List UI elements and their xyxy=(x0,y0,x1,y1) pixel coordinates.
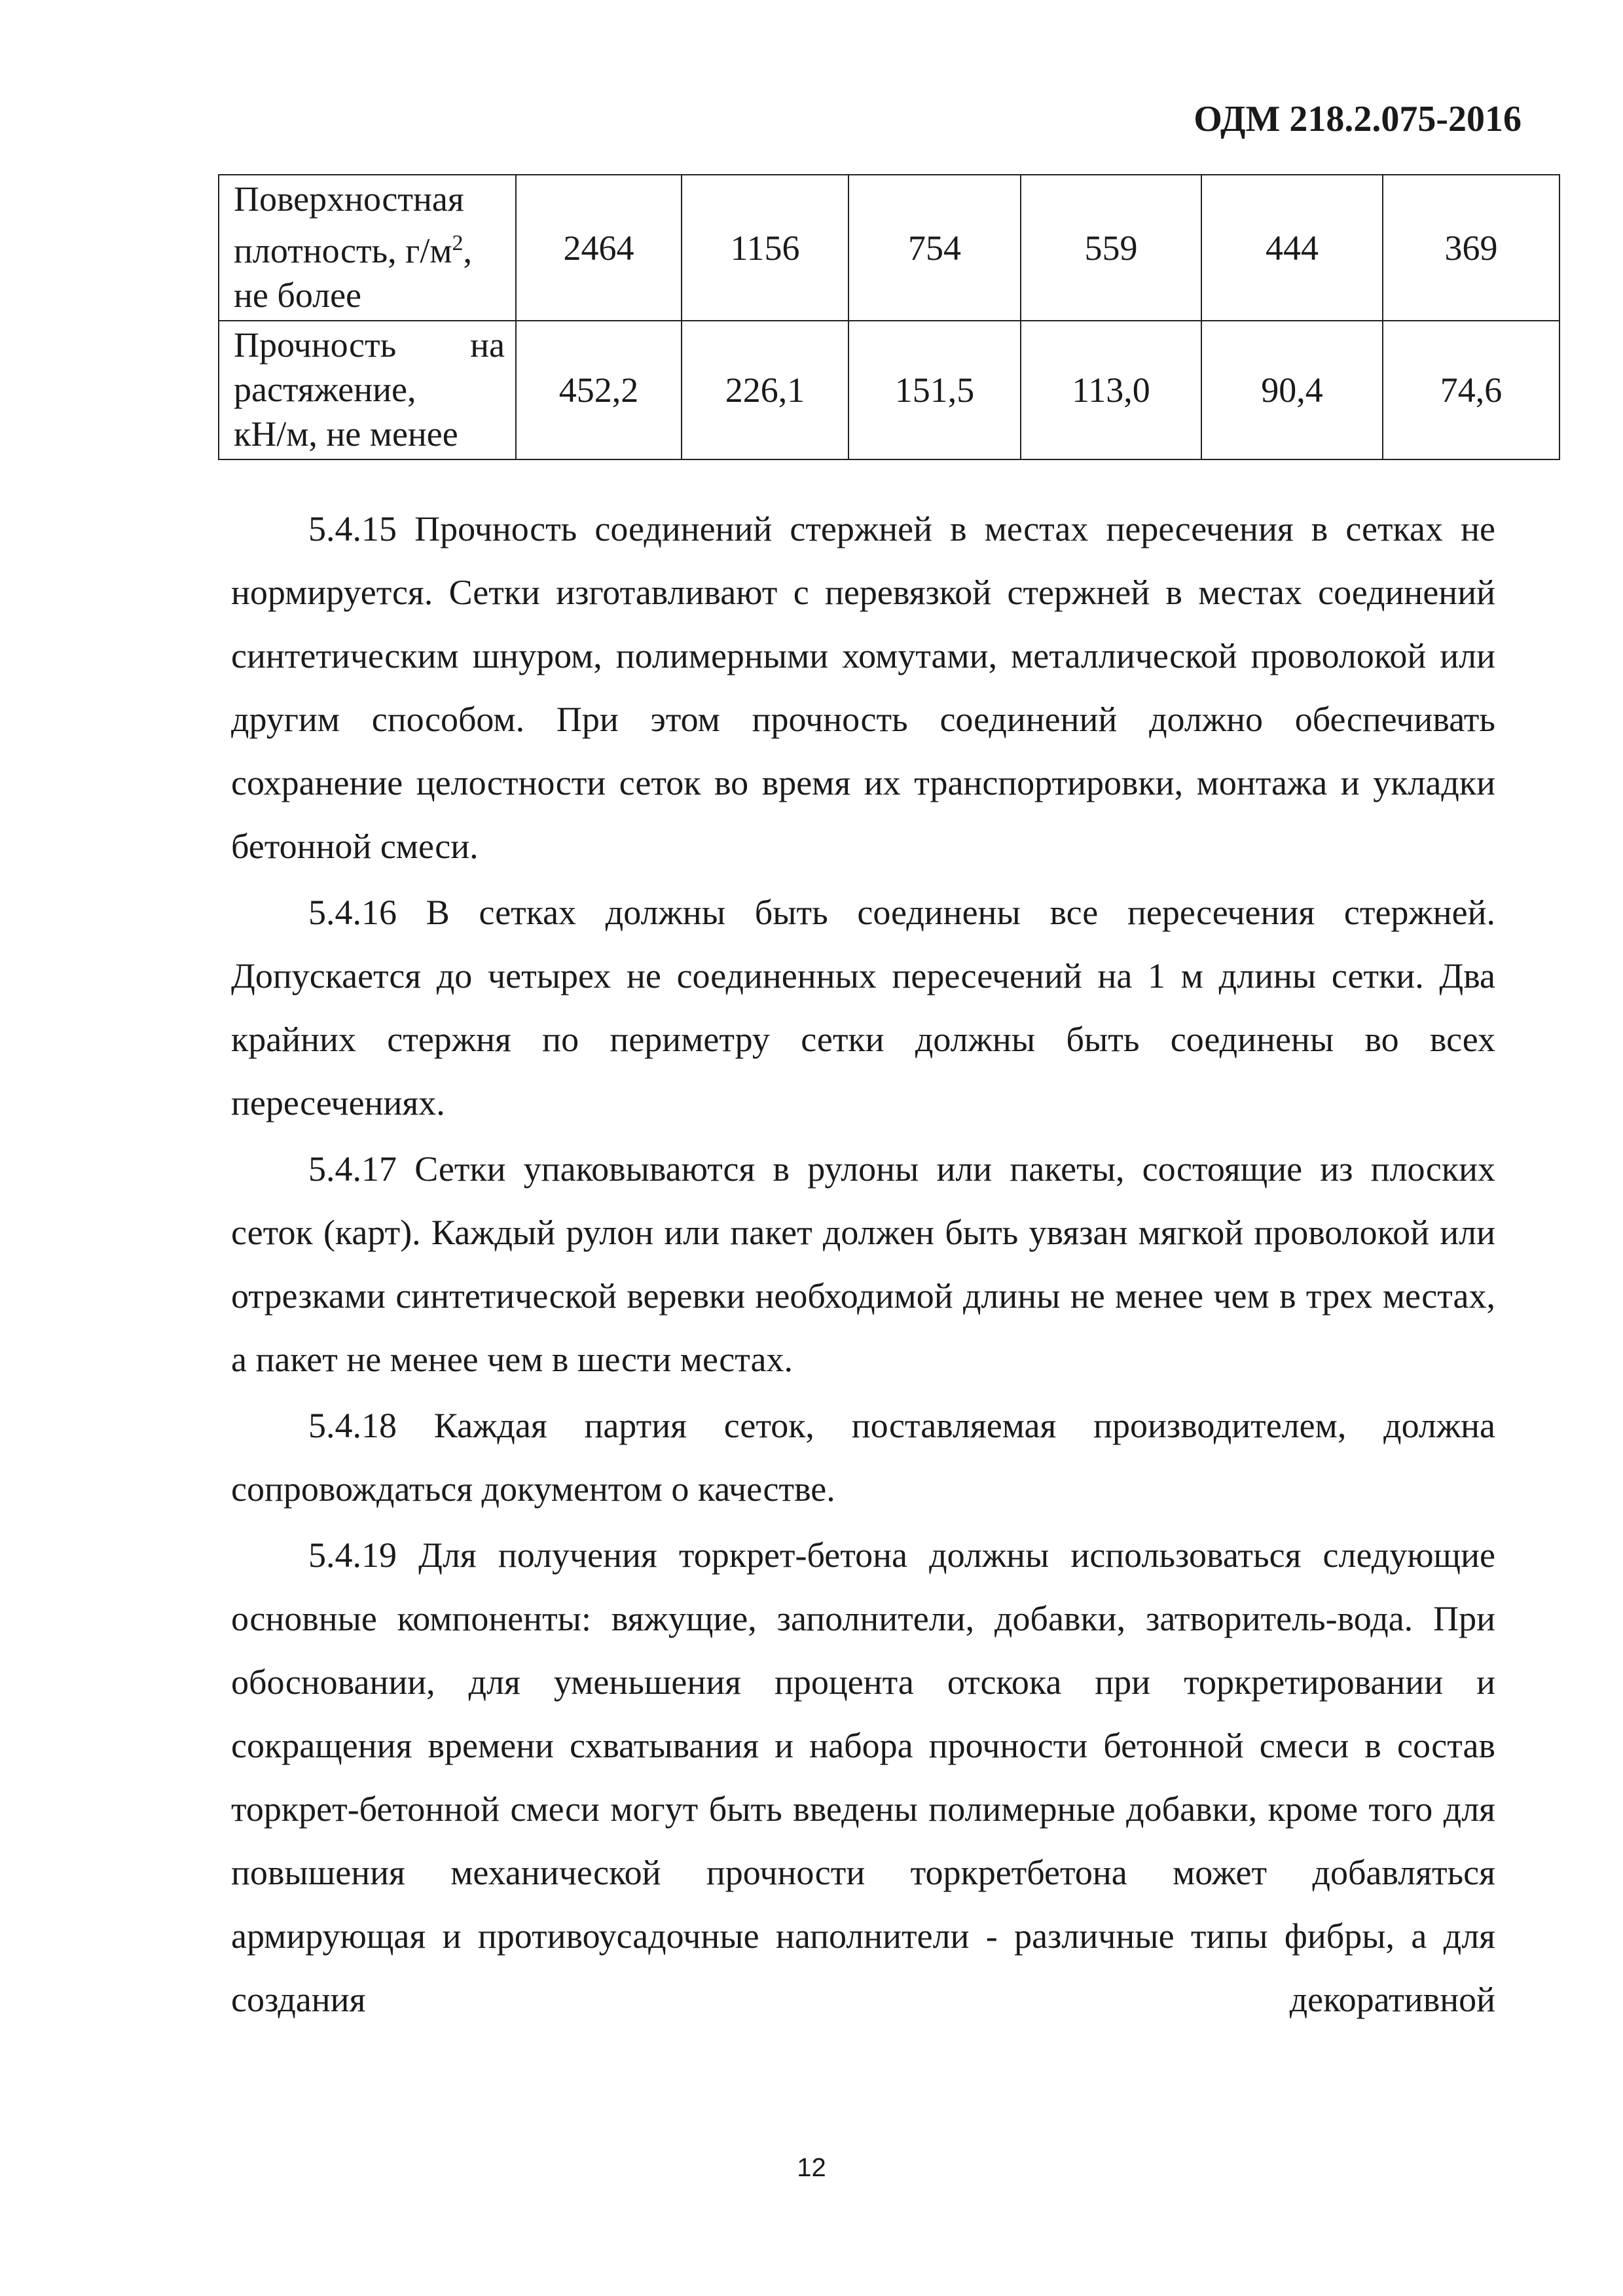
row-label-tail: , xyxy=(463,231,472,270)
superscript: 2 xyxy=(452,231,464,255)
row-label-text: плотность, г/м xyxy=(234,231,452,270)
paragraph-5-4-17: 5.4.17 Сетки упаковываются в рулоны или пакеты, состоящие из плоских сеток (карт). Каждый рулон или пакет должен быть увязан мягкой проволокой или отрезками синтетической веревки необходимой длины не менее чем в трех местах, а пакет не менее чем в шести местах. xyxy=(231,1149,1495,1379)
row-label-line: Поверхностная xyxy=(234,179,464,219)
table-cell: 151,5 xyxy=(848,321,1021,459)
row-label xyxy=(219,321,516,459)
table-cell: 90,4 xyxy=(1201,321,1383,459)
row-label xyxy=(219,175,516,321)
table-row xyxy=(219,175,1559,321)
paragraph-5-4-15: 5.4.15 Прочность соединений стержней в местах пересечения в сетках не нормируется. Сетки изготавливают с перевязкой стержней в местах соединений синтетическим шнуром, полимерными хомутами, металлической проволокой или другим способом. При этом прочность соединений должно обеспечивать сохранение целостности сеток во время их транспортировки, монтажа и укладки бетонной смеси. xyxy=(231,509,1495,866)
row-label-line xyxy=(234,221,505,273)
row-label-line: кН/м, не менее xyxy=(234,414,458,454)
table-row xyxy=(219,321,1559,459)
row-label-line: растяжение, xyxy=(234,370,416,409)
table-cell: 369 xyxy=(1383,175,1559,321)
table-cell: 754 xyxy=(848,175,1021,321)
table-cell: 74,6 xyxy=(1383,321,1559,459)
table-cell: 444 xyxy=(1201,175,1383,321)
table-cell: 226,1 xyxy=(682,321,848,459)
paragraph-5-4-16: 5.4.16 В сетках должны быть соединены все пересечения стержней. Допускается до четырех не соединенных пересечений на 1 м длины сетки. Два крайних стержня по периметру сетки должны быть соединены во всех пересечениях. xyxy=(231,893,1495,1122)
row-label-line: не более xyxy=(234,276,362,315)
table-cell: 452,2 xyxy=(516,321,682,459)
properties-table xyxy=(218,174,1560,460)
body-text xyxy=(231,497,1495,2034)
page-number: 12 xyxy=(797,2153,826,2182)
table-cell: 2464 xyxy=(516,175,682,321)
table-cell: 1156 xyxy=(682,175,848,321)
table-cell: 113,0 xyxy=(1021,321,1201,459)
table-cell: 559 xyxy=(1021,175,1201,321)
row-label-line: Прочность на xyxy=(234,325,505,365)
document-code: ОДМ 218.2.075-2016 xyxy=(1194,99,1522,139)
paragraph-5-4-18: 5.4.18 Каждая партия сеток, поставляемая производителем, должна сопровождаться документом о качестве. xyxy=(231,1406,1495,1509)
paragraph-5-4-19: 5.4.19 Для получения торкрет-бетона должны использоваться следующие основные компоненты: вяжущие, заполнители, добавки, затворитель-вода. При обосновании, для уменьшения процента отскока при торкретировании и сокращения времени схватывания и набора прочности бетонной смеси в состав торкрет-бетонной смеси могут быть введены полимерные добавки, кроме того для повышения механической прочности торкретбетона может добавляться армирующая и противоусадочные наполнители - различные типы фибры, а для создания декоративной xyxy=(231,1535,1495,2019)
